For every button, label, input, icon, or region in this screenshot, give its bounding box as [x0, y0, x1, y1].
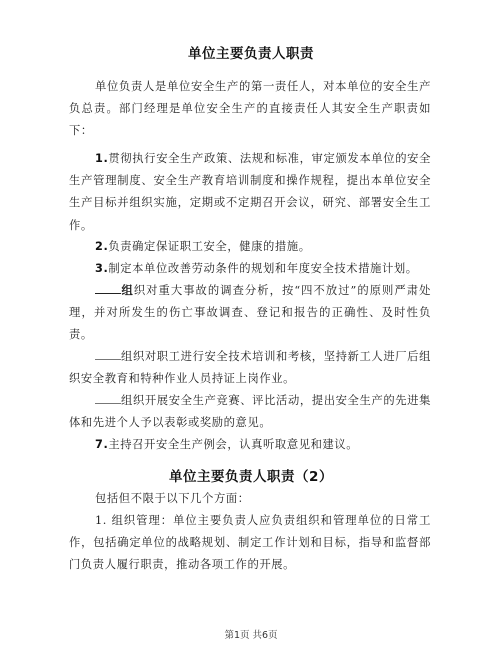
duty-item-7	[69, 434, 431, 456]
intro-paragraph: 单位负责人是单位安全生产的第一责任人，对本单位的安全生产负总责。部门经理是单位安全生产的直接责任人其安全生产职责如下：	[69, 80, 431, 138]
duty-item-3	[69, 258, 431, 280]
duty-item-6	[69, 390, 431, 434]
item-number: 2.	[95, 240, 109, 253]
item-text: 负责确定保证职工安全，健康的措施。	[108, 240, 311, 253]
item-lead: 组	[121, 284, 134, 297]
blank-underline	[95, 348, 121, 360]
blank-underline	[95, 392, 121, 404]
item-text: 组织对职工进行安全技术培训和考核，坚持新工人进厂后组织安全教育和特种作业人员持证上岗作业。	[69, 350, 431, 386]
item-number: 7.	[95, 438, 109, 451]
duty-item-5	[69, 346, 431, 390]
duty-item-4	[69, 280, 431, 347]
item-text: 织对重大事故的调查分析，按“四不放过”的原则严肃处理，并对所发生的伤亡事故调查、登记和报告的正确性、及时性负责。	[69, 284, 431, 342]
section2-item-1: 1. 组织管理：单位主要负责人应负责组织和管理单位的日常工作，包括确定单位的战略规划、制定工作计划和目标，指导和监督部门负责人履行职责，推动各项工作的开展。	[69, 514, 431, 572]
item-text: 制定本单位改善劳动条件的规划和年度安全技术措施计划。	[108, 262, 418, 275]
item-text: 组织开展安全生产竞赛、评比活动，提出安全生产的先进集体和先进个人予以表彰或奖励的意见。	[69, 394, 431, 430]
section-title-2: 单位主要负责人职责（2）	[169, 469, 333, 485]
item-number: 3.	[95, 262, 109, 275]
item-text: 主持召开安全生产例会，认真听取意见和建议。	[108, 438, 359, 451]
page-title: 单位主要负责人职责	[188, 46, 314, 62]
duty-item-1	[69, 148, 431, 237]
duty-item-2	[69, 236, 431, 258]
page-footer: 第1页 共6页	[224, 630, 278, 641]
item-text: 贯彻执行安全生产政策、法规和标准，审定颁发本单位的安全生产管理制度、安全生产教育培训制度和操作规程，提出本单位安全生产目标并组织实施，定期或不定期召开会议，研究、部署安全生工作。	[69, 152, 431, 232]
intro-paragraph-2: 包括但不限于以下几个方面：	[95, 492, 250, 505]
item-number: 1.	[95, 152, 109, 165]
blank-underline	[95, 282, 121, 294]
